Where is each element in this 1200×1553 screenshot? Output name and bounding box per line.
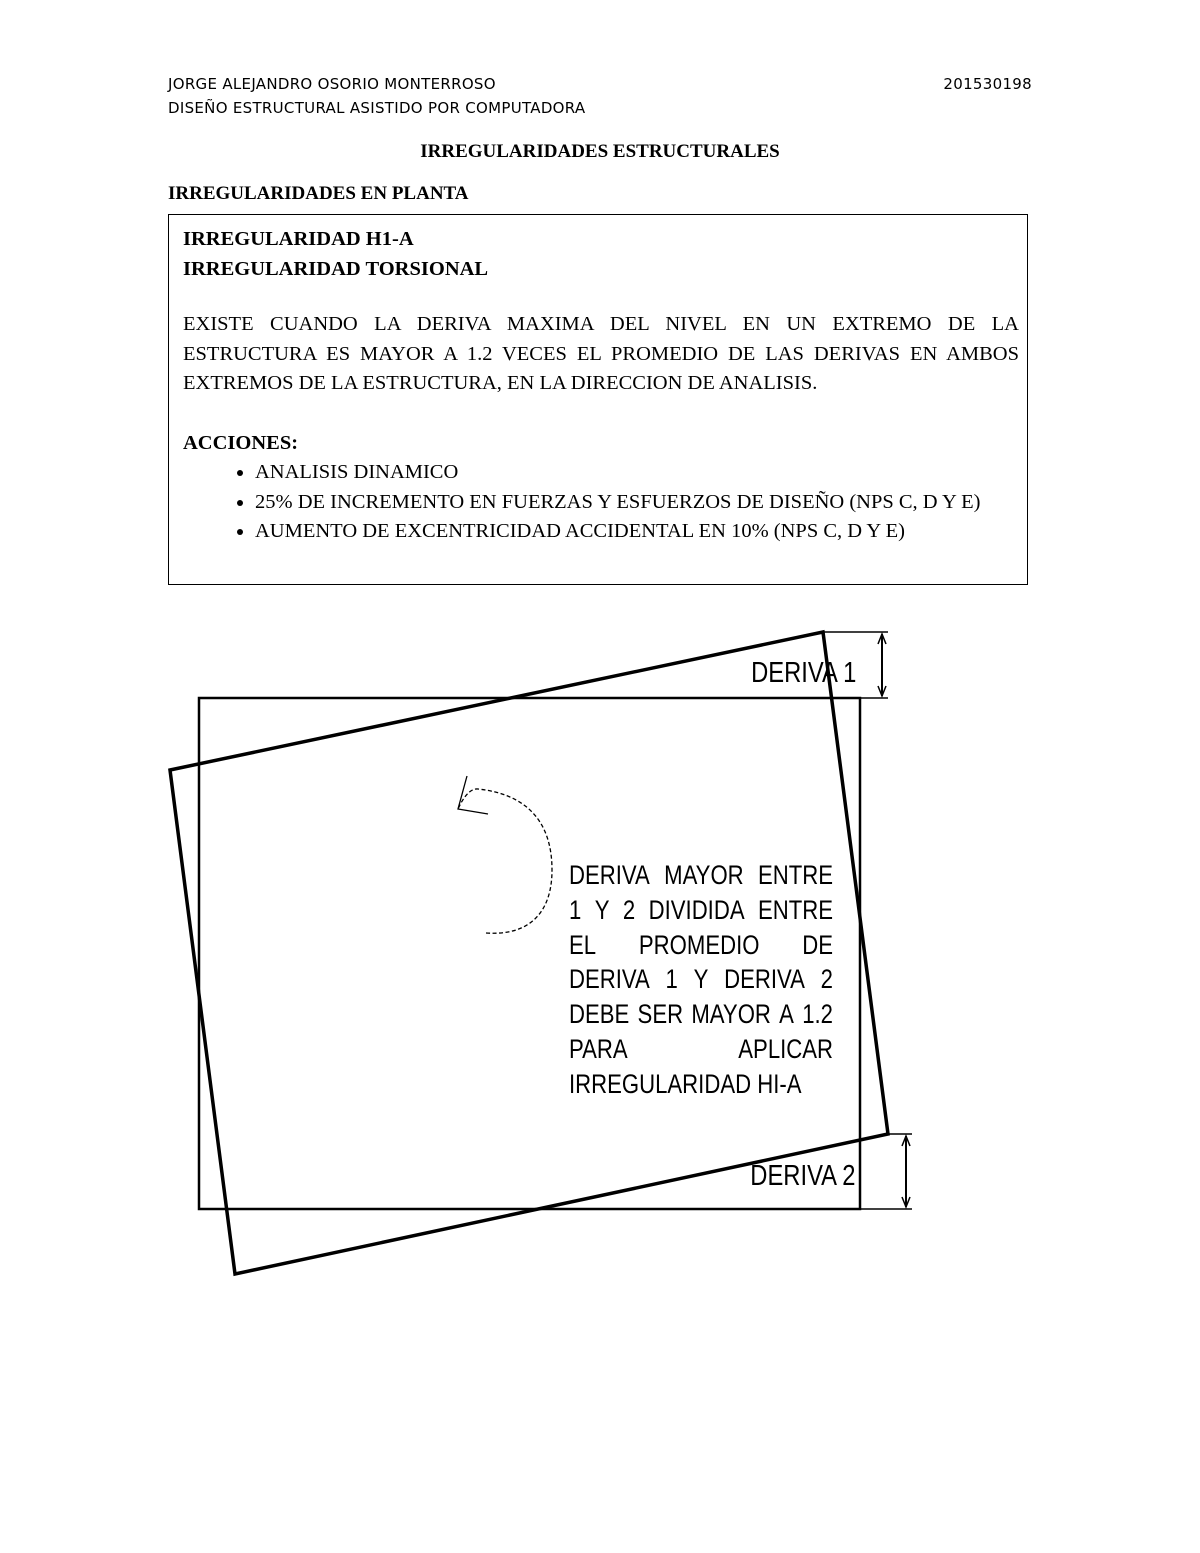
actions-title: ACCIONES: <box>183 432 299 454</box>
irregularity-code: IRREGULARIDAD H1-A <box>183 228 414 250</box>
action-item: • ANALISIS DINAMICO <box>255 458 1055 488</box>
section-title: IRREGULARIDADES EN PLANTA <box>168 183 469 204</box>
drift-2-label: DERIVA 2 <box>750 1158 856 1192</box>
rotation-arrow-icon <box>458 776 552 933</box>
author-name: JORGE ALEJANDRO OSORIO MONTERROSO <box>168 75 496 93</box>
course-name: DISEÑO ESTRUCTURAL ASISTIDO POR COMPUTADORA <box>168 99 586 117</box>
student-id: 201530198 <box>943 75 1032 93</box>
drift-criterion-note <box>569 858 833 1102</box>
irregularity-heading <box>183 225 488 284</box>
irregularity-box <box>168 214 1028 585</box>
irregularity-description: EXISTE CUANDO LA DERIVA MAXIMA DEL NIVEL EN UN EXTREMO DE LA ESTRUCTURA ES MAYOR A 1.2 VECES EL PROMEDIO DE LAS DERIVAS EN AMBOS EXTREMOS DE LA ESTRUCTURA, EN LA DIRECCION DE ANALISIS. <box>183 313 1019 394</box>
note-line: EL PROMEDIO DE <box>569 929 834 960</box>
drift-2-dimension <box>860 1134 912 1209</box>
action-item: • AUMENTO DE EXCENTRICIDAD ACCIDENTAL EN 10% (NPS C, D Y E) <box>255 517 1055 547</box>
action-item: • 25% DE INCREMENTO EN FUERZAS Y ESFUERZOS DE DISEÑO (NPS C, D Y E) <box>255 488 1055 518</box>
note-line: DEBE SER MAYOR A 1.2 <box>569 999 834 1030</box>
note-line: 1 Y 2 DIVIDIDA ENTRE <box>569 894 834 925</box>
irregularity-name: IRREGULARIDAD TORSIONAL <box>183 257 489 280</box>
document-title: IRREGULARIDADES ESTRUCTURALES <box>420 141 780 162</box>
actions-list <box>221 458 1055 547</box>
drift-1-label: DERIVA 1 <box>751 655 857 689</box>
note-line: IRREGULARIDAD HI-A <box>569 1068 802 1099</box>
note-line: PARA APLICAR <box>569 1033 834 1064</box>
note-line: DERIVA 1 Y DERIVA 2 <box>569 964 834 995</box>
note-line: DERIVA MAYOR ENTRE <box>569 860 834 890</box>
